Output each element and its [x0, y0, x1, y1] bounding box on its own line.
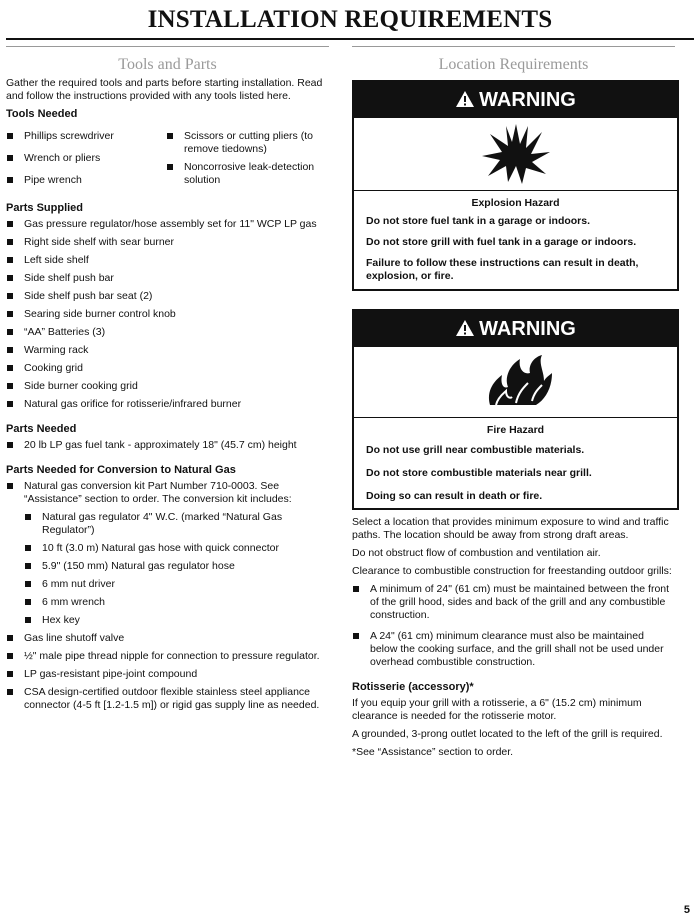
list-item: Hex key [6, 614, 326, 627]
right-section-rule [352, 46, 675, 47]
fire-icon-area [354, 347, 677, 417]
warning-label: WARNING [479, 89, 576, 111]
intro-text: Gather the required tools and parts before starting installation. Read and follow the instructions provided with any tools listed here. [6, 77, 323, 102]
page-title: INSTALLATION REQUIREMENTS [147, 6, 553, 33]
conversion-kit-text: Natural gas conversion kit Part Number 710-0003. See “Assistance” section to order. The conversion kit includes: [24, 480, 292, 505]
rotisserie-heading: Rotisserie (accessory)* [352, 681, 474, 693]
list-item: Natural gas orifice for rotisserie/infrared burner [6, 398, 326, 411]
rotisserie-para: *See “Assistance” section to order. [352, 746, 514, 758]
rotisserie-para: A grounded, 3-prong outlet located to the left of the grill is required. [352, 728, 663, 740]
list-item: Gas pressure regulator/hose assembly set for 11" WCP LP gas [6, 218, 326, 231]
warning-header [354, 82, 677, 118]
tools-col-2 [166, 130, 326, 192]
warning-line: Do not store grill with fuel tank in a garage or indoors. [366, 236, 637, 248]
fire-warning-box [352, 309, 679, 510]
conversion-heading: Parts Needed for Conversion to Natural Gas [6, 464, 236, 476]
explosion-hazard-title: Explosion Hazard [471, 197, 560, 209]
title-rule [6, 38, 694, 40]
tools-and-parts-title: Tools and Parts [118, 56, 217, 73]
list-item: A minimum of 24" (61 cm) must be maintained between the front of the grill hood, sides and back of the grill and any combustible construction. [352, 583, 674, 622]
parts-supplied-heading: Parts Supplied [6, 202, 84, 214]
location-requirements-title: Location Requirements [438, 56, 589, 73]
warning-label: WARNING [479, 318, 576, 340]
conversion-list [6, 480, 326, 712]
explosion-icon [476, 118, 556, 188]
list-item: Left side shelf [6, 254, 326, 267]
list-item: “AA” Batteries (3) [6, 326, 326, 339]
list-item: Side shelf push bar seat (2) [6, 290, 326, 303]
explosion-icon-area [354, 118, 677, 190]
list-item: A 24" (61 cm) minimum clearance must also be maintained below the cooking surface, and the grill shall not be used under overhead combustible construction. [352, 630, 674, 669]
list-item [6, 480, 326, 627]
list-item: ½" male pipe thread nipple for connection to pressure regulator. [6, 650, 326, 663]
list-item: LP gas-resistant pipe-joint compound [6, 668, 326, 681]
rotisserie-para: If you equip your grill with a rotisserie, a 6" (15.2 cm) minimum clearance is needed for the rotisserie motor. [352, 697, 642, 722]
left-column [6, 77, 326, 717]
fire-hazard-title: Fire Hazard [486, 424, 545, 436]
warning-triangle-icon [455, 90, 475, 108]
location-para: Clearance to combustible construction for freestanding outdoor grills: [352, 565, 672, 577]
warning-line: Failure to follow these instructions can result in death, explosion, or fire. [366, 257, 639, 282]
list-item: Gas line shutoff valve [6, 632, 326, 645]
tools-list [6, 130, 326, 192]
right-column-text [352, 516, 674, 764]
parts-needed-list [6, 439, 326, 452]
list-item: Phillips screwdriver [6, 130, 166, 143]
location-para: Select a location that provides minimum exposure to wind and traffic paths. The location should be away from strong draft areas. [352, 516, 669, 541]
list-item: Side shelf push bar [6, 272, 326, 285]
warning-line: Do not store fuel tank in a garage or indoors. [366, 215, 591, 227]
list-item: Right side shelf with sear burner [6, 236, 326, 249]
warning-line: Do not store combustible materials near grill. [366, 467, 592, 479]
list-item: Cooking grid [6, 362, 326, 375]
list-item: Searing side burner control knob [6, 308, 326, 321]
tools-col-1 [6, 130, 166, 192]
list-item: CSA design-certified outdoor flexible stainless steel appliance connector (4-5 ft [1.2-1.5 m]) or rigid gas supply line as needed. [6, 686, 326, 712]
list-item: Scissors or cutting pliers (to remove tiedowns) [166, 130, 326, 156]
list-item: 5.9" (150 mm) Natural gas regulator hose [6, 560, 326, 573]
warning-header [354, 311, 677, 347]
warning-divider [354, 417, 677, 418]
list-item: Warming rack [6, 344, 326, 357]
list-item: Pipe wrench [6, 174, 166, 187]
list-item: 6 mm nut driver [6, 578, 326, 591]
clearance-list [352, 583, 674, 669]
list-item: Wrench or pliers [6, 152, 166, 165]
warning-triangle-icon [455, 319, 475, 337]
parts-needed-heading: Parts Needed [6, 423, 77, 435]
warning-line: Doing so can result in death or fire. [366, 490, 543, 502]
list-item: Natural gas regulator 4" W.C. (marked “Natural Gas Regulator”) [6, 511, 326, 537]
warning-divider [354, 190, 677, 191]
explosion-warning-box [352, 80, 679, 291]
tools-heading: Tools Needed [6, 108, 78, 120]
list-item: Side burner cooking grid [6, 380, 326, 393]
list-item: 10 ft (3.0 m) Natural gas hose with quick connector [6, 542, 326, 555]
conversion-kit-contents [6, 511, 326, 627]
left-section-rule [6, 46, 329, 47]
fire-icon [476, 347, 556, 413]
list-item: 6 mm wrench [6, 596, 326, 609]
location-para: Do not obstruct flow of combustion and ventilation air. [352, 547, 601, 559]
warning-line: Do not use grill near combustible materials. [366, 444, 585, 456]
parts-supplied-list [6, 218, 326, 411]
list-item: Noncorrosive leak-detection solution [166, 161, 326, 187]
list-item: 20 lb LP gas fuel tank - approximately 18" (45.7 cm) height [6, 439, 326, 452]
page-number: 5 [683, 904, 690, 916]
